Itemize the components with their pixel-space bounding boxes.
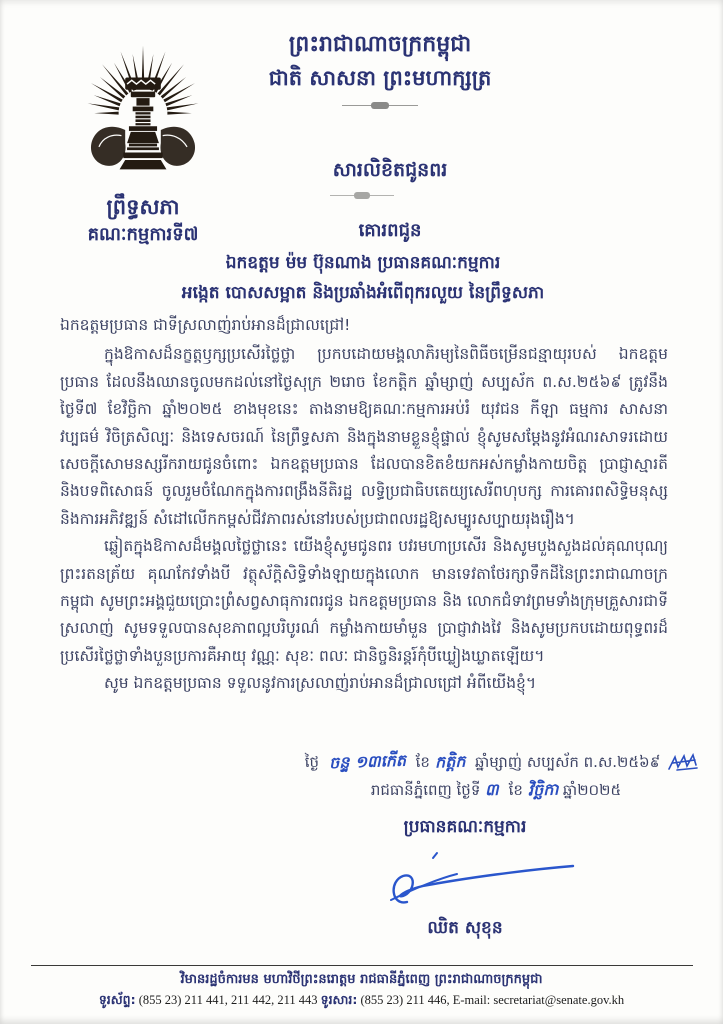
handwritten-date-number: ៣ (484, 779, 500, 800)
letterhead (48, 40, 238, 248)
motto-nation-religion-king: ជាតិ សាសនា ព្រះមហាក្សត្រ (268, 66, 492, 90)
dateline-year-era: ឆ្នាំម្សាញ់ សប្បស័ក ព.ស.២៥៦៩ (474, 753, 661, 771)
motto-kingdom: ព្រះរាជាណាចក្រកម្ពុជា (288, 32, 472, 57)
dateline-day-prefix: ថ្ងៃ (304, 753, 319, 771)
dateline-lunar-row (141, 748, 701, 776)
recipient-name-line: ឯកឧត្តម ម៉ម ប៊ុនណាង ប្រធានគណៈកម្មការ (225, 253, 501, 273)
closing-line: សូម ឯកឧត្តមប្រធាន ទទួលនូវការស្រលាញ់រាប់អានដ៏ជ្រាលជ្រៅ អំពីយើងខ្ញុំ។ (104, 674, 537, 693)
initial-scribble-icon (667, 753, 701, 773)
footer-address: វិមានរដ្ឋចំការមន មហាវិថីព្រះនរោត្តម រាជធានីភ្នំពេញ ព្រះរាជាណាចក្រកម្ពុជា (180, 972, 543, 987)
fax-label: ទូរសារ: (320, 992, 358, 1007)
dateline-gregorian-row (141, 776, 701, 804)
motto-ornament-divider (342, 103, 418, 109)
signer-name: ឈិត សុខុន (427, 918, 503, 938)
signature-block (300, 814, 630, 940)
body-paragraph-1: ក្នុងឱកាសដ៏នក្ខត្តឫក្សប្រសើរថ្លៃថ្លា ប្រកបដោយមង្គលាភិរម្យនៃពិធីចម្រើនជន្មាយុរបស់ ឯកឧត្តមប្រធាន ដែលនឹងឈានចូលមកដល់នៅថ្ងៃសុក្រ ២រោច ខែកត្តិក ឆ្នាំម្សាញ់ សប្បស័ក ព.ស.២៥៦៩ ត្រូវនឹងថ្ងៃទី៧ ខែវិច្ឆិកា ឆ្នាំ២០២៥ ខាងមុខនេះ តាងនាមឱ្យគណៈកម្មការអប់រំ យុវជន កីឡា ធម្មការ សាសនា វប្បធម៌ វិចិត្រសិល្បៈ និងទេសចរណ៍ នៃព្រឹទ្ធសភា និងក្នុងនាមខ្លួនខ្ញុំផ្ទាល់ ខ្ញុំសូមសម្តែងនូវអំណរសាទរដោយសេចក្តីសោមនស្សរីករាយជូនចំពោះ ឯកឧត្តមប្រធាន ដែលបានខិតខំយកអស់កម្លាំងកាយចិត្ត ប្រាជ្ញាស្មារតី និងបទពិសោធន៍ ចូលរួមចំណែកក្នុងការពង្រឹងនីតិរដ្ឋ លទ្ធិប្រជាធិបតេយ្យសេរីពហុបក្ស ការគោរពសិទ្ធិមនុស្ស និងការអភិវឌ្ឍន៍ សំដៅលើកកម្ពស់ជីវភាពរស់នៅរបស់ប្រជាពលរដ្ឋឱ្យសម្បូរសប្បាយរុងរឿង។ (60, 345, 668, 528)
handwritten-signature (345, 848, 585, 912)
footer-divider-line (31, 965, 693, 966)
footer-contact-line (0, 990, 723, 1010)
phone-numbers: (855 23) 211 441, 211 442, 211 443 (138, 993, 318, 1007)
handwritten-lunar-month: កត្ដិក (434, 751, 466, 772)
signer-position-title: ប្រធានគណៈកម្មការ (403, 817, 527, 837)
dateline-year: ឆ្នាំ២០២៥ (562, 781, 622, 799)
dateline-month-label: ខែ (508, 781, 523, 799)
fax-email-text: (855 23) 211 446, E-mail: secretariat@senate.gov.kh (360, 993, 625, 1007)
recipient-committee-line: អង្កេត បោសសម្អាត និងប្រឆាំងអំពើពុករលួយ នៃព្រឹទ្ធសភា (181, 283, 545, 303)
handwritten-lunar-day: ចន្ទ ១៣កើត (328, 750, 407, 773)
letter-title: សារលិខិតជូនពរ (332, 159, 448, 181)
footer (0, 965, 723, 1010)
phone-label: ទូរស័ព្ទ: (98, 992, 136, 1007)
dateline (141, 748, 701, 804)
senate-emblem-icon (81, 40, 205, 190)
salute-heading: គោរពជូន (358, 220, 422, 241)
dateline-month-prefix: ខែ (415, 753, 430, 771)
committee-number: គណៈកម្មការទី៧ (87, 224, 199, 245)
institution-name: ព្រឹទ្ធសភា (106, 195, 180, 219)
dateline-city-prefix: រាជធានីភ្នំពេញ ថ្ងៃទី (370, 781, 481, 799)
salutation-line: ឯកឧត្តមប្រធាន ជាទីស្រលាញ់រាប់អានដ៏ជ្រាលជ្រៅ! (60, 316, 351, 334)
title-ornament-divider (330, 193, 394, 199)
letter-body (60, 312, 668, 698)
handwritten-month-name: វិច្ឆិកា (527, 779, 559, 800)
recipient-block (60, 248, 666, 308)
body-paragraph-2: ឆ្លៀតក្នុងឱកាសដ៏មង្គលថ្លៃថ្លានេះ យើងខ្ញុំសូមជូនពរ បវរមហាប្រសើរ និងសូមបួងសួងដល់គុណបុណ្យព្រះរតនត្រ័យ គុណកែវទាំងបី វត្ថុស័ក្តិសិទ្ធិទាំងឡាយក្នុងលោក មានទេវតាថែរក្សាទឹកដីនៃព្រះរាជាណាចក្រកម្ពុជា សូមព្រះអង្គជួយប្រោះព្រំសព្វសាធុការពរជូន ឯកឧត្តមប្រធាន និង លោកជំទាវព្រមទាំងក្រុមគ្រួសារជាទីស្រលាញ់ សូមទទួលបានសុខភាពល្អបរិបូរណ៌ កម្លាំងកាយមាំមួន ប្រាជ្ញាវាងវៃ និងសូមប្រកបដោយពុទ្ធពរដ៏ប្រសើរថ្លៃថ្លាទាំងបួនប្រការគឺអាយុ វណ្ណៈ សុខៈ ពលៈ ជានិច្ចនិរន្តរ៍កុំបីឃ្លៀងឃ្លាតឡើយ។ (60, 537, 668, 665)
